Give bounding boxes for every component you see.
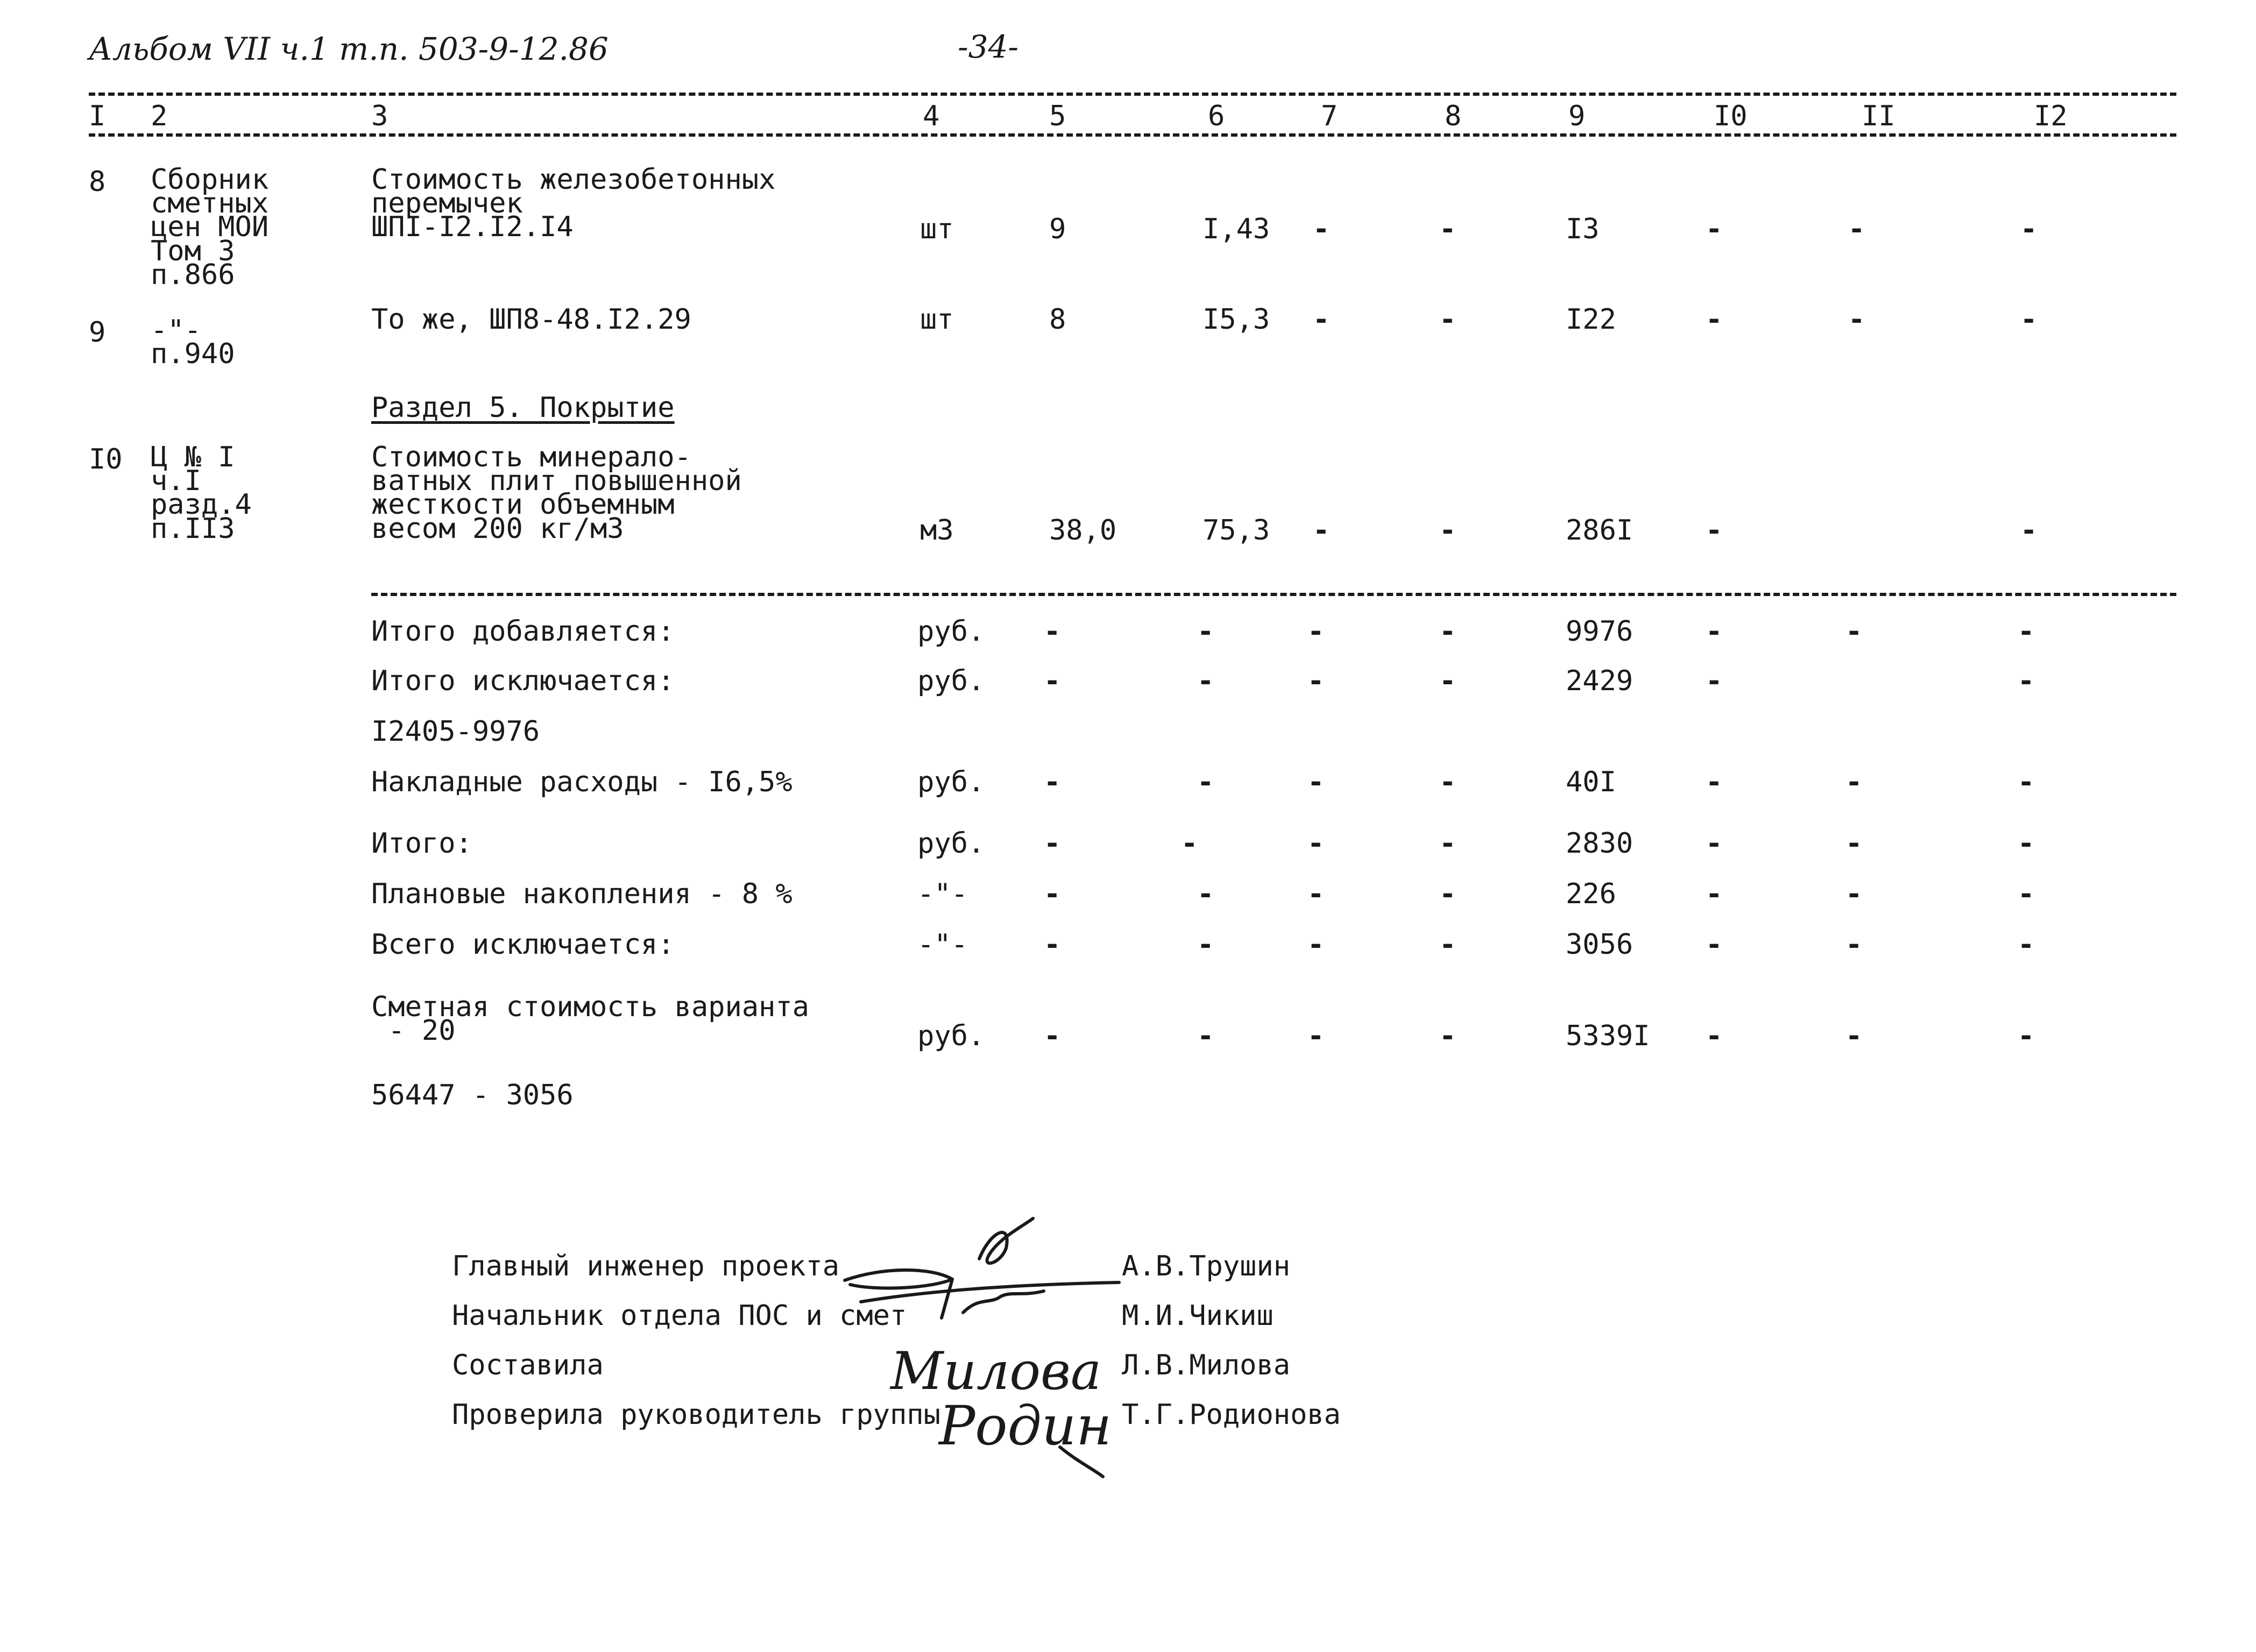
row-9-source: -"- п.940 bbox=[151, 314, 235, 371]
col-header-7: 7 bbox=[1321, 100, 1338, 132]
total-excluded-value: 2429 bbox=[1566, 665, 1633, 697]
estimate-cost-col10: - bbox=[1706, 1020, 1723, 1052]
planned-savings-col12: - bbox=[2018, 878, 2035, 910]
total-added-col8: - bbox=[1439, 615, 1456, 648]
row-8-col7: - bbox=[1313, 213, 1330, 245]
total-excluded-label: Итого исключается: bbox=[371, 665, 675, 697]
total-all-excluded-col5: - bbox=[1044, 928, 1061, 961]
sign-role-3: Составила bbox=[452, 1349, 604, 1381]
estimate-cost-col6: - bbox=[1197, 1020, 1214, 1052]
total-added-value: 9976 bbox=[1566, 615, 1633, 648]
sign-role-4: Проверила руководитель группы bbox=[452, 1399, 940, 1431]
total-added-col6: - bbox=[1197, 615, 1214, 648]
subtotal-col11: - bbox=[1845, 827, 1863, 860]
calc-line-2: 56447 - 3056 bbox=[371, 1079, 574, 1111]
planned-savings-col11: - bbox=[1845, 878, 1863, 910]
row-8-num: 8 bbox=[89, 166, 106, 198]
row-10-total: 286I bbox=[1566, 514, 1633, 547]
subtotal-col5: - bbox=[1044, 827, 1061, 860]
sign-role-1: Главный инженер проекта bbox=[452, 1250, 840, 1282]
row-9-desc: То же, ШП8-48.I2.29 bbox=[371, 303, 691, 336]
total-added-col7: - bbox=[1307, 615, 1325, 648]
total-added-col11: - bbox=[1845, 615, 1863, 648]
total-all-excluded-col6: - bbox=[1197, 928, 1214, 961]
col-header-6: 6 bbox=[1208, 100, 1225, 132]
subtotal-unit: руб. bbox=[917, 827, 985, 860]
estimate-cost-col8: - bbox=[1439, 1020, 1456, 1052]
row-8-col11: - bbox=[1848, 213, 1865, 245]
row-9-total: I22 bbox=[1566, 303, 1616, 336]
total-added-col12: - bbox=[2018, 615, 2035, 648]
col-header-4: 4 bbox=[923, 100, 940, 132]
row-10-qty: 38,0 bbox=[1049, 514, 1117, 547]
planned-savings-label: Плановые накопления - 8 % bbox=[371, 878, 793, 910]
header-top-rule bbox=[89, 93, 2176, 96]
col-header-3: 3 bbox=[371, 100, 388, 132]
page-number: -34- bbox=[958, 29, 1019, 65]
estimate-cost-value: 5339I bbox=[1566, 1020, 1650, 1052]
row-8-desc: Стоимость железобетонных перемычек ШПI-I2.I2.I4 bbox=[371, 164, 776, 244]
row-9-num: 9 bbox=[89, 316, 106, 349]
planned-savings-col7: - bbox=[1307, 878, 1325, 910]
subtotal-col8: - bbox=[1439, 827, 1456, 860]
row-9-col10: - bbox=[1706, 303, 1723, 336]
total-all-excluded-label: Всего исключается: bbox=[371, 928, 675, 961]
signature-scribble bbox=[818, 1216, 1141, 1339]
overhead-col10: - bbox=[1706, 766, 1723, 798]
sign-role-2: Начальник отдела ПОС и смет bbox=[452, 1300, 907, 1332]
overhead-col8: - bbox=[1439, 766, 1456, 798]
row-8-col10: - bbox=[1706, 213, 1723, 245]
total-excluded-col5: - bbox=[1044, 665, 1061, 697]
row-10-col10: - bbox=[1706, 514, 1723, 547]
overhead-col5: - bbox=[1044, 766, 1061, 798]
planned-savings-value: 226 bbox=[1566, 878, 1616, 910]
row-10-col8: - bbox=[1439, 514, 1456, 547]
overhead-col6: - bbox=[1197, 766, 1214, 798]
calc-line-1: I2405-9976 bbox=[371, 715, 540, 748]
total-excluded-col12: - bbox=[2018, 665, 2035, 697]
row-8-qty: 9 bbox=[1049, 213, 1066, 245]
section-title: Раздел 5. Покрытие bbox=[371, 392, 675, 424]
overhead-col7: - bbox=[1307, 766, 1325, 798]
sign-name-4: Т.Г.Родионова bbox=[1122, 1399, 1341, 1431]
row-9-col8: - bbox=[1439, 303, 1456, 336]
subtotal-label: Итого: bbox=[371, 827, 472, 860]
col-header-9: 9 bbox=[1568, 100, 1586, 132]
estimate-cost-col7: - bbox=[1307, 1020, 1325, 1052]
total-all-excluded-col7: - bbox=[1307, 928, 1325, 961]
svg-text:Милова: Милова bbox=[890, 1341, 1102, 1401]
total-excluded-unit: руб. bbox=[917, 665, 985, 697]
overhead-label: Накладные расходы - I6,5% bbox=[371, 766, 793, 798]
total-excluded-col8: - bbox=[1439, 665, 1456, 697]
row-9-price: I5,3 bbox=[1203, 303, 1270, 336]
row-8-unit: шт bbox=[920, 213, 954, 245]
row-9-unit: шт bbox=[920, 303, 954, 336]
subtotal-value: 2830 bbox=[1566, 827, 1633, 860]
col-header-5: 5 bbox=[1049, 100, 1066, 132]
total-excluded-col7: - bbox=[1307, 665, 1325, 697]
sign-name-2: М.И.Чикиш bbox=[1122, 1300, 1274, 1332]
col-header-12: I2 bbox=[2034, 100, 2068, 132]
total-all-excluded-unit: -"- bbox=[917, 928, 968, 961]
row-9-qty: 8 bbox=[1049, 303, 1066, 336]
row-10-price: 75,3 bbox=[1203, 514, 1270, 547]
total-all-excluded-value: 3056 bbox=[1566, 928, 1633, 961]
row-8-source: Сборник сметных цен МОИ Том 3 п.866 bbox=[151, 164, 269, 291]
album-reference: Альбом VII ч.1 т.п. 503-9-12.86 bbox=[89, 31, 609, 67]
total-all-excluded-col10: - bbox=[1706, 928, 1723, 961]
row-8-total: I3 bbox=[1566, 213, 1600, 245]
signature-rodionova bbox=[936, 1388, 1114, 1479]
row-9-col11: - bbox=[1848, 303, 1865, 336]
row-9-col7: - bbox=[1313, 303, 1330, 336]
estimate-cost-col5: - bbox=[1044, 1020, 1061, 1052]
row-10-col12: - bbox=[2020, 514, 2038, 547]
total-added-unit: руб. bbox=[917, 615, 985, 648]
col-header-10: I0 bbox=[1714, 100, 1748, 132]
header-bottom-rule bbox=[89, 133, 2176, 137]
total-all-excluded-col8: - bbox=[1439, 928, 1456, 961]
overhead-unit: руб. bbox=[917, 766, 985, 798]
planned-savings-col5: - bbox=[1044, 878, 1061, 910]
estimate-cost-col11: - bbox=[1845, 1020, 1863, 1052]
row-10-col7: - bbox=[1313, 514, 1330, 547]
estimate-cost-unit: руб. bbox=[917, 1020, 985, 1052]
subtotal-col6: - bbox=[1181, 827, 1198, 860]
col-header-11: II bbox=[1862, 100, 1896, 132]
total-added-col10: - bbox=[1706, 615, 1723, 648]
totals-rule bbox=[371, 593, 2176, 596]
col-header-2: 2 bbox=[151, 100, 168, 132]
total-added-label: Итого добавляется: bbox=[371, 615, 675, 648]
subtotal-col12: - bbox=[2018, 827, 2035, 860]
overhead-col12: - bbox=[2018, 766, 2035, 798]
estimate-cost-label: Сметная стоимость варианта - 20 bbox=[371, 991, 809, 1047]
estimate-cost-col12: - bbox=[2018, 1020, 2035, 1052]
total-excluded-col6: - bbox=[1197, 665, 1214, 697]
planned-savings-col10: - bbox=[1706, 878, 1723, 910]
col-header-8: 8 bbox=[1445, 100, 1462, 132]
col-header-1: I bbox=[89, 100, 106, 132]
sign-name-3: Л.В.Милова bbox=[1122, 1349, 1291, 1381]
row-10-unit: м3 bbox=[920, 514, 954, 547]
row-8-price: I,43 bbox=[1203, 213, 1270, 245]
overhead-value: 40I bbox=[1566, 766, 1616, 798]
row-10-num: I0 bbox=[89, 443, 123, 476]
row-9-col12: - bbox=[2020, 303, 2038, 336]
row-10-source: Ц № I ч.I разд.4 п.II3 bbox=[151, 441, 252, 545]
sign-name-1: А.В.Трушин bbox=[1122, 1250, 1291, 1282]
row-8-col8: - bbox=[1439, 213, 1456, 245]
total-added-col5: - bbox=[1044, 615, 1061, 648]
overhead-col11: - bbox=[1845, 766, 1863, 798]
planned-savings-col6: - bbox=[1197, 878, 1214, 910]
total-all-excluded-col11: - bbox=[1845, 928, 1863, 961]
planned-savings-unit: -"- bbox=[917, 878, 968, 910]
subtotal-col10: - bbox=[1706, 827, 1723, 860]
svg-text:Родин: Родин bbox=[939, 1394, 1112, 1457]
subtotal-col7: - bbox=[1307, 827, 1325, 860]
total-excluded-col10: - bbox=[1706, 665, 1723, 697]
planned-savings-col8: - bbox=[1439, 878, 1456, 910]
total-all-excluded-col12: - bbox=[2018, 928, 2035, 961]
row-8-col12: - bbox=[2020, 213, 2038, 245]
row-10-desc: Стоимость минерало- ватных плит повышенной жесткости объемным весом 200 кг/м3 bbox=[371, 441, 742, 545]
